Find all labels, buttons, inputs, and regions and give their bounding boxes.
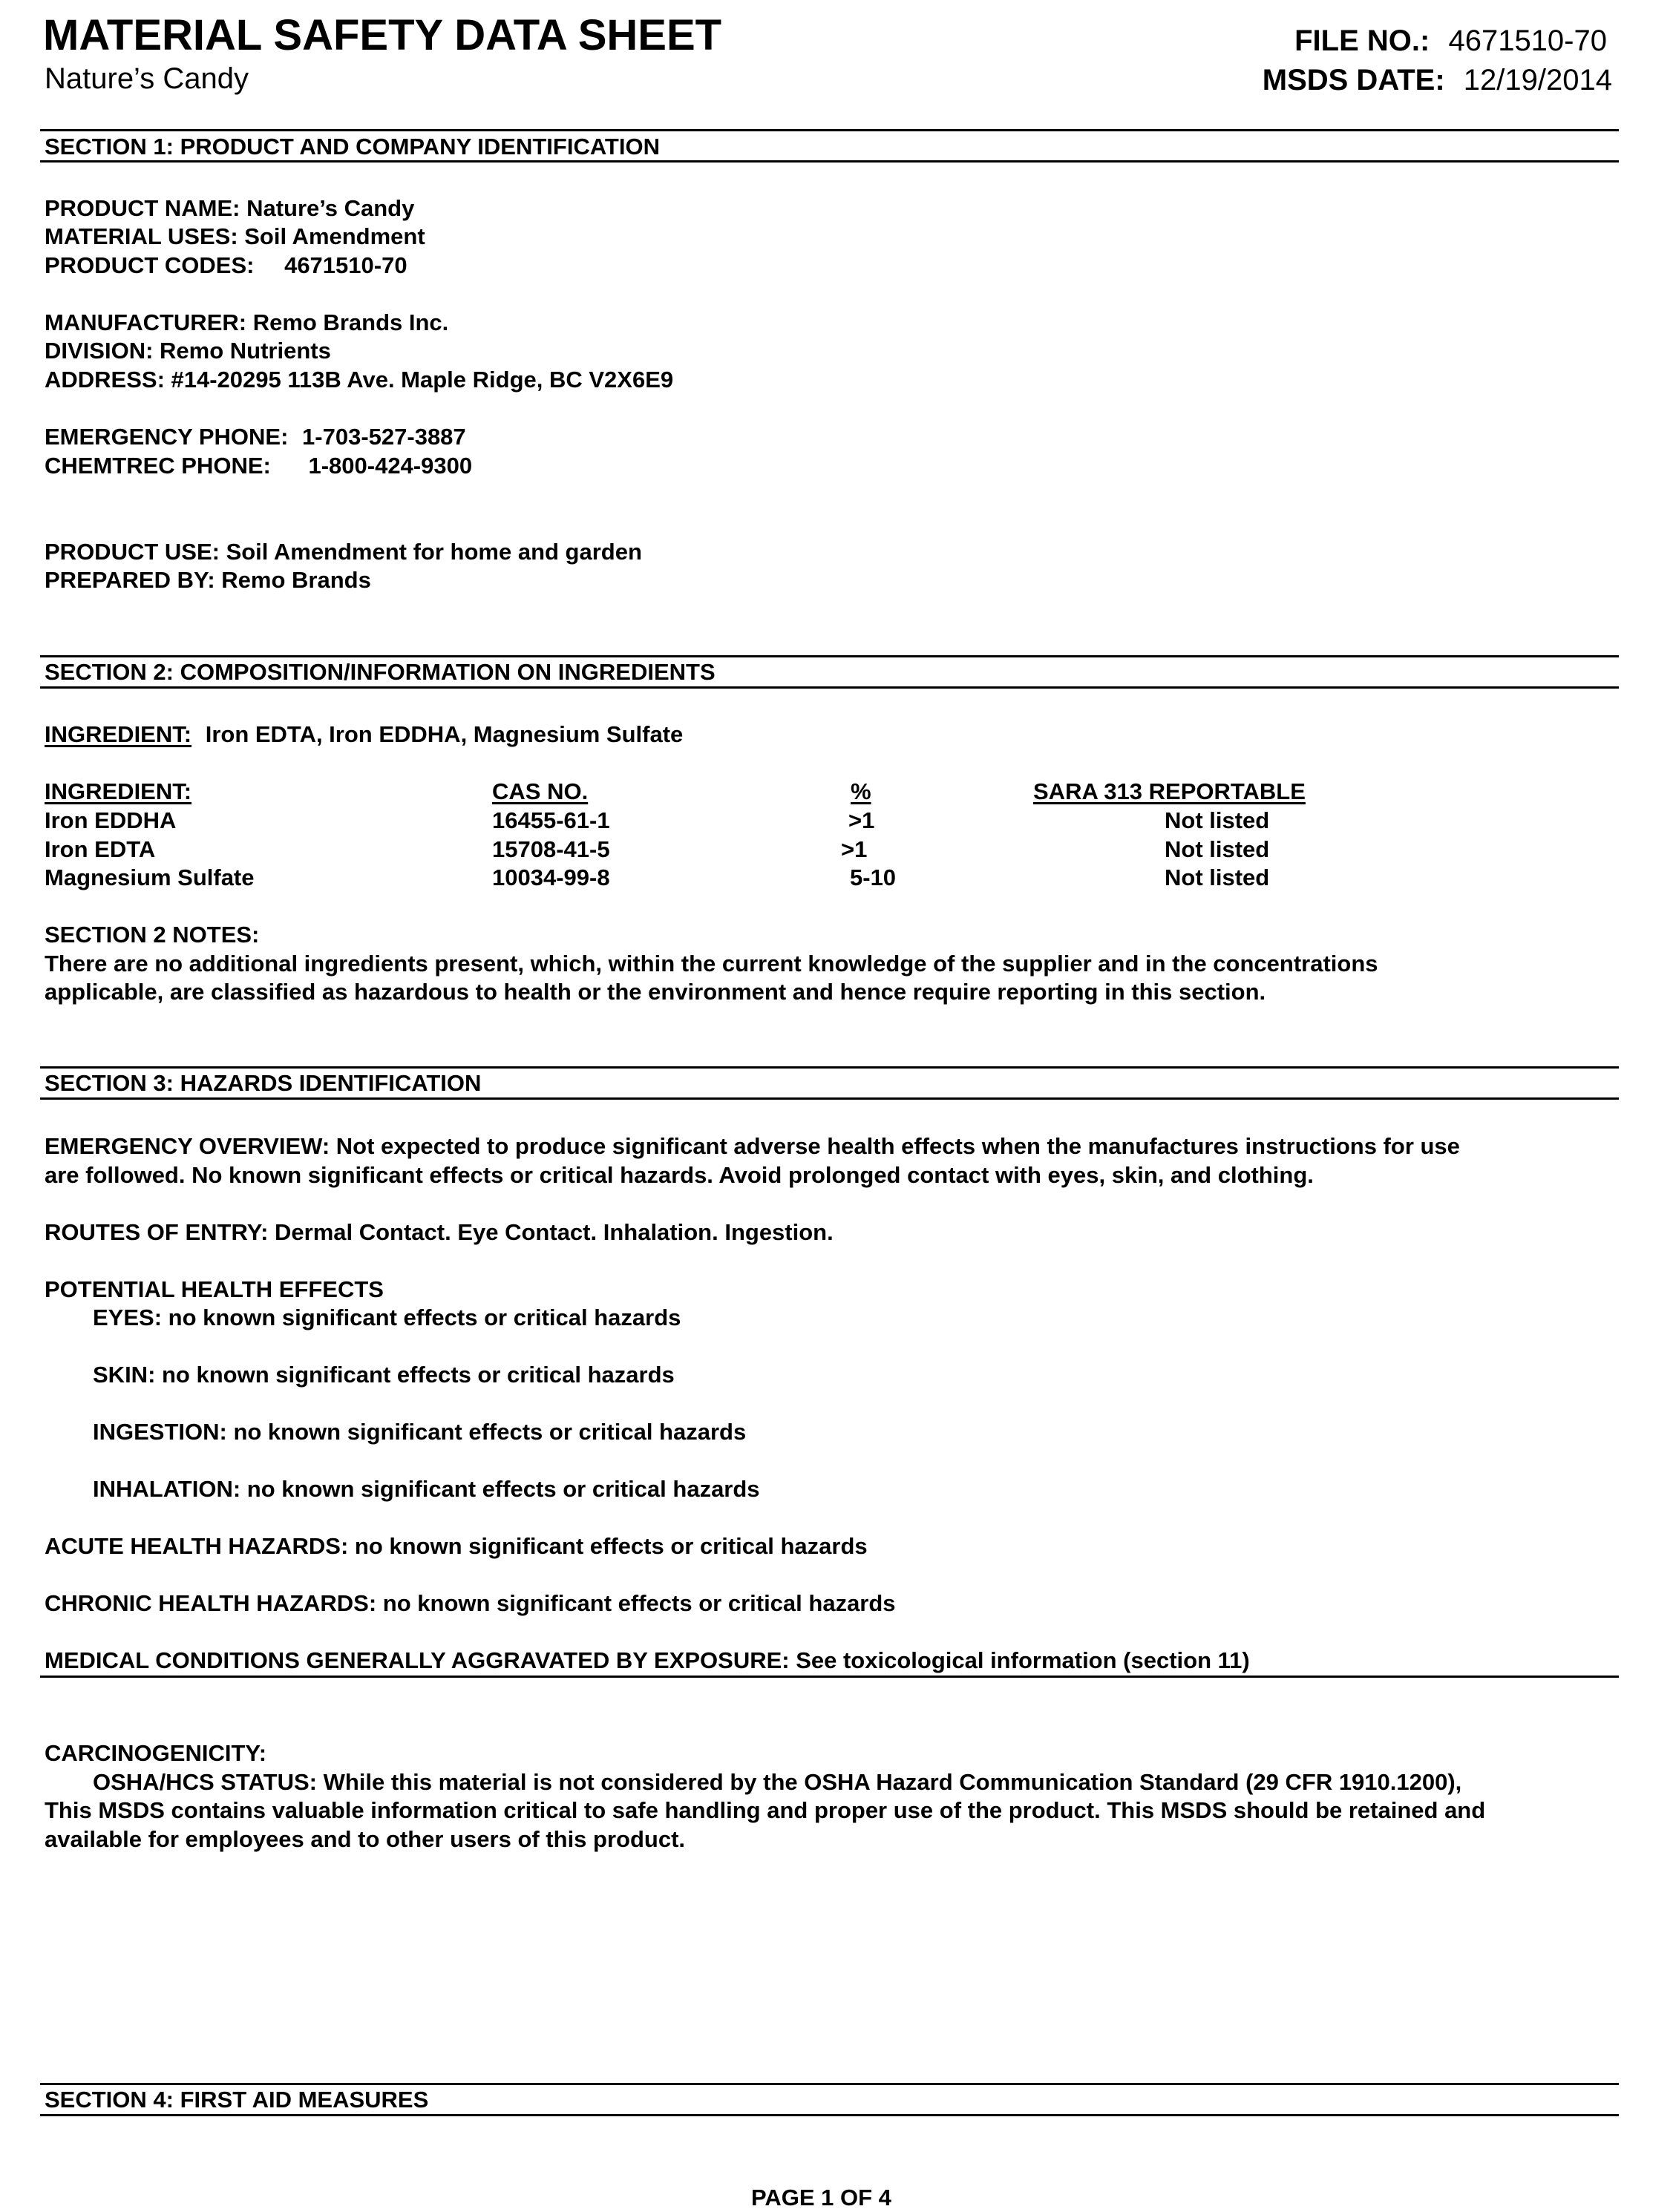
table-cell-sara: Not listed bbox=[1165, 836, 1270, 862]
table-cell-ingredient: Magnesium Sulfate bbox=[45, 864, 255, 890]
section-4-bottom-rule bbox=[40, 2114, 1619, 2116]
emergency-phone-value: 1-703-527-3887 bbox=[302, 424, 466, 450]
table-cell-ingredient: Iron EDDHA bbox=[45, 807, 177, 833]
product-codes-label: PRODUCT CODES: bbox=[45, 252, 255, 278]
product-codes-value: 4671510-70 bbox=[284, 252, 407, 278]
page-number: PAGE 1 OF 4 bbox=[751, 2185, 891, 2211]
medical-conditions-rule bbox=[40, 1676, 1619, 1678]
table-cell-percent: >1 bbox=[841, 836, 868, 862]
chemtrec-phone-value: 1-800-424-9300 bbox=[308, 453, 473, 479]
medical-conditions: MEDICAL CONDITIONS GENERALLY AGGRAVATED BY EXPOSURE: See toxicological information (section 11) bbox=[45, 1647, 1250, 1673]
product-use: PRODUCT USE: Soil Amendment for home and garden bbox=[45, 539, 642, 565]
carcinogenicity-heading: CARCINOGENICITY: bbox=[45, 1740, 267, 1766]
table-cell-sara: Not listed bbox=[1165, 864, 1270, 890]
section-2-bottom-rule bbox=[40, 686, 1619, 689]
table-header-percent: % bbox=[851, 778, 871, 804]
emergency-overview-line: EMERGENCY OVERVIEW: Not expected to produce significant adverse health effects when the manufactures instructions for use bbox=[45, 1133, 1460, 1159]
section-1-top-rule bbox=[40, 129, 1619, 131]
table-cell-cas: 10034-99-8 bbox=[492, 864, 610, 890]
section-2-notes-heading: SECTION 2 NOTES: bbox=[45, 922, 260, 948]
section-3-heading: SECTION 3: HAZARDS IDENTIFICATION bbox=[45, 1070, 482, 1096]
manufacturer: MANUFACTURER: Remo Brands Inc. bbox=[45, 309, 449, 335]
file-number bbox=[1294, 22, 1607, 59]
table-cell-sara: Not listed bbox=[1165, 807, 1270, 833]
table-cell-percent: >1 bbox=[848, 807, 875, 833]
msds-date-value: 12/19/2014 bbox=[1463, 64, 1612, 96]
table-cell-cas: 16455-61-1 bbox=[492, 807, 610, 833]
routes-of-entry: ROUTES OF ENTRY: Dermal Contact. Eye Contact. Inhalation. Ingestion. bbox=[45, 1219, 834, 1245]
osha-status-line: available for employees and to other users of this product. bbox=[45, 1826, 686, 1852]
file-number-value: 4671510-70 bbox=[1448, 24, 1607, 57]
address: ADDRESS: #14-20295 113B Ave. Maple Ridge, BC V2X6E9 bbox=[45, 367, 674, 393]
product-name: PRODUCT NAME: Nature’s Candy bbox=[45, 195, 415, 221]
msds-date-label: MSDS DATE: bbox=[1262, 64, 1445, 96]
document-subtitle: Nature’s Candy bbox=[45, 62, 249, 95]
section-1-bottom-rule bbox=[40, 160, 1619, 163]
effect-eyes: EYES: no known significant effects or critical hazards bbox=[93, 1304, 681, 1330]
section-1-heading: SECTION 1: PRODUCT AND COMPANY IDENTIFICATION bbox=[45, 134, 660, 160]
section-3-bottom-rule bbox=[40, 1097, 1619, 1100]
section-2-top-rule bbox=[40, 655, 1619, 657]
product-codes bbox=[45, 252, 407, 280]
table-header-cas: CAS NO. bbox=[492, 778, 589, 804]
acute-health-hazards: ACUTE HEALTH HAZARDS: no known significant effects or critical hazards bbox=[45, 1533, 868, 1559]
section-2-notes-line: applicable, are classified as hazardous to health or the environment and hence require reporting in this section. bbox=[45, 979, 1266, 1005]
emergency-phone bbox=[45, 423, 466, 451]
msds-date bbox=[1263, 62, 1612, 99]
table-cell-percent: 5-10 bbox=[850, 864, 897, 890]
chronic-health-hazards: CHRONIC HEALTH HAZARDS: no known significant effects or critical hazards bbox=[45, 1590, 896, 1616]
osha-status-line: OSHA/HCS STATUS: While this material is not considered by the OSHA Hazard Communication Standard (29 CFR 1910.1200), bbox=[93, 1769, 1462, 1795]
potential-health-effects-heading: POTENTIAL HEALTH EFFECTS bbox=[45, 1276, 384, 1302]
table-header-ingredient: INGREDIENT: bbox=[45, 778, 192, 804]
section-2-notes-line: There are no additional ingredients present, which, within the current knowledge of the supplier and in the concentrations bbox=[45, 951, 1378, 977]
section-3-top-rule bbox=[40, 1066, 1619, 1069]
effect-inhalation: INHALATION: no known significant effects or critical hazards bbox=[93, 1476, 760, 1502]
document-title: MATERIAL SAFETY DATA SHEET bbox=[43, 11, 722, 59]
section-2-heading: SECTION 2: COMPOSITION/INFORMATION ON INGREDIENTS bbox=[45, 659, 716, 685]
osha-status-line: This MSDS contains valuable information critical to safe handling and proper use of the product. This MSDS should be retained and bbox=[45, 1797, 1486, 1823]
section-4-heading: SECTION 4: FIRST AID MEASURES bbox=[45, 2087, 429, 2113]
table-cell-cas: 15708-41-5 bbox=[492, 836, 610, 862]
file-number-label: FILE NO.: bbox=[1294, 24, 1430, 57]
material-uses: MATERIAL USES: Soil Amendment bbox=[45, 223, 425, 249]
emergency-phone-label: EMERGENCY PHONE: bbox=[45, 424, 289, 450]
table-cell-ingredient: Iron EDTA bbox=[45, 836, 156, 862]
ingredient-summary bbox=[45, 721, 683, 749]
chemtrec-phone-label: CHEMTREC PHONE: bbox=[45, 453, 271, 479]
division: DIVISION: Remo Nutrients bbox=[45, 338, 331, 364]
ingredient-summary-list: Iron EDTA, Iron EDDHA, Magnesium Sulfate bbox=[205, 721, 684, 747]
effect-ingestion: INGESTION: no known significant effects or critical hazards bbox=[93, 1419, 747, 1445]
section-4-top-rule bbox=[40, 2083, 1619, 2085]
emergency-overview-line: are followed. No known significant effects or critical hazards. Avoid prolonged contact with eyes, skin, and clothing. bbox=[45, 1162, 1314, 1188]
prepared-by: PREPARED BY: Remo Brands bbox=[45, 567, 371, 593]
effect-skin: SKIN: no known significant effects or critical hazards bbox=[93, 1362, 675, 1388]
table-header-sara: SARA 313 REPORTABLE bbox=[1033, 778, 1306, 804]
ingredient-summary-label: INGREDIENT: bbox=[45, 721, 192, 747]
chemtrec-phone bbox=[45, 452, 472, 480]
